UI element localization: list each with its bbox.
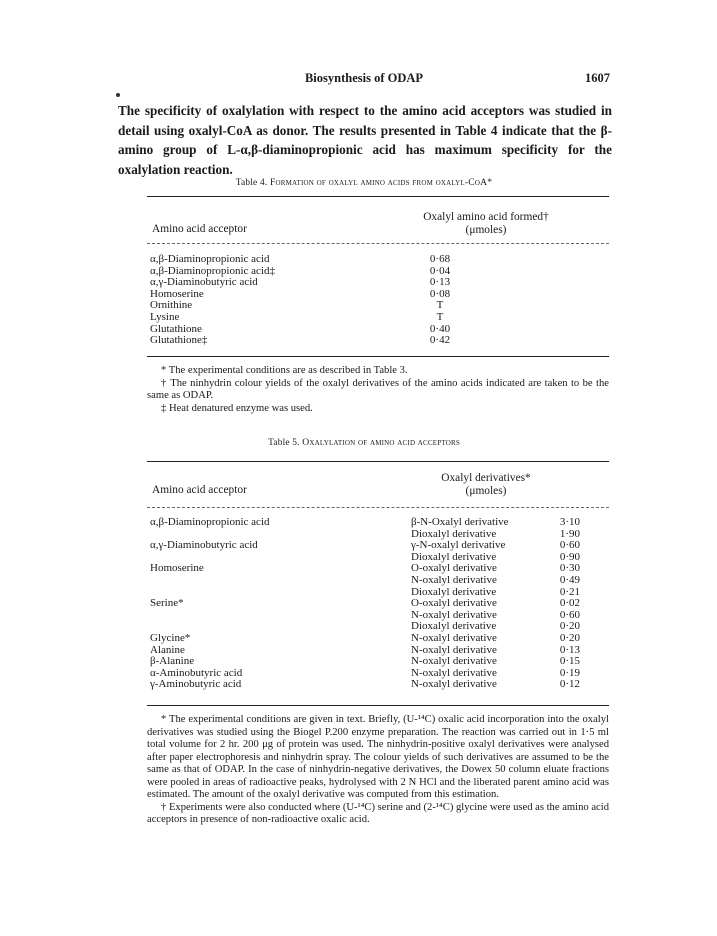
table4-acceptor-cell: Glutathione xyxy=(150,322,202,335)
table4-footnote-1: * The experimental conditions are as described in Table 3. xyxy=(161,365,408,376)
table4-col-formed-line1: Oxalyl amino acid formed† xyxy=(423,211,549,223)
stray-dot xyxy=(116,93,120,97)
table5-row xyxy=(150,645,608,657)
table5-value-cell: 0·21 xyxy=(559,585,580,598)
table5-derivative-cell: β-N-Oxalyl derivative xyxy=(411,516,509,528)
table5-footnote-1: * The experimental conditions are given in text. Briefly, (U-¹⁴C) oxalic acid incorporation into the oxalyl derivatives was studied using the Biogel P.200 enzyme preparation. The reaction was carried out in 1·5 ml total volume for 2 hr. 200 μg of protein was used. The ninhydrin-positive oxalyl derivatives were analysed after paper electrophoresis and ninhydrin spray. The colour yields of such derivatives are assumed to be the same as that of ODAP. In the case of ninhydrin-negative derivatives, the Dowex 50 column eluate fractions were pooled in areas of radioactive peaks, hydrolysed with 2 N HCl and the liberated parent amino acid was estimated. The amount of the oxalyl derivative was computed from this estimation. xyxy=(147,714,609,800)
table4-body xyxy=(150,254,608,347)
table4-footnote-3: ‡ Heat denatured enzyme was used. xyxy=(161,402,313,414)
table5-body xyxy=(150,517,608,691)
table5-acceptor-cell: β-Alanine xyxy=(150,655,195,668)
table4-acceptor-cell: Homoserine xyxy=(150,287,204,300)
table4-col-formed-line2: (μmoles) xyxy=(465,224,507,236)
table4-row xyxy=(150,289,608,301)
table5-value-cell: 0·13 xyxy=(559,643,580,656)
table4-acceptor-cell: Glutathione‡ xyxy=(150,334,208,347)
table4-title: Formation of oxalyl amino acids from oxalyl-CoA* xyxy=(269,177,493,188)
table4-row xyxy=(150,254,608,266)
table5-derivative-cell: N-oxalyl derivative xyxy=(411,573,497,586)
table4-bottom-rule xyxy=(147,356,609,357)
table4-value-cell: 0·13 xyxy=(429,276,451,289)
table4-acceptor-cell: α,γ-Diaminobutyric acid xyxy=(150,276,258,289)
table5-row xyxy=(150,540,608,552)
table4-acceptor-cell: α,β-Diaminopropionic acid xyxy=(150,253,270,265)
table5-acceptor-cell: γ-Aminobutyric acid xyxy=(150,678,242,691)
table5-header-rule xyxy=(147,507,609,508)
intro-paragraph: The specificity of oxalylation with respect to the amino acid acceptors was studied in detail using oxalyl-CoA as donor. The results presented in Table 4 indicate that the β-amino group of L-α,β-diaminopropionic acid has maximum specificity for the oxalylation reaction. xyxy=(118,103,612,177)
table5-row xyxy=(150,575,608,587)
table4-acceptor-cell: Ornithine xyxy=(150,299,193,312)
table4-caption xyxy=(118,177,610,188)
running-head xyxy=(118,71,610,89)
running-title: Biosynthesis of ODAP xyxy=(304,71,424,85)
table4-row xyxy=(150,335,608,347)
table4-value-cell: 0·40 xyxy=(429,322,451,335)
table4-col-acceptor: Amino acid acceptor xyxy=(152,223,247,235)
table5-value-cell: 0·30 xyxy=(559,562,580,575)
table5-row xyxy=(150,656,608,668)
table5-acceptor-cell: Serine* xyxy=(150,597,184,610)
table5-row xyxy=(150,621,608,633)
table5-bottom-rule xyxy=(147,705,609,706)
table4-value-cell: 0·04 xyxy=(429,264,451,277)
table5-col-derivatives xyxy=(386,472,586,498)
table4-header-rule xyxy=(147,243,609,244)
table5-derivative-cell: N-oxalyl derivative xyxy=(411,608,497,621)
table5-value-cell: 0·15 xyxy=(559,655,580,668)
table5-derivative-cell: N-oxalyl derivative xyxy=(411,655,497,668)
table5-footnotes xyxy=(147,714,609,827)
table4-value-cell: T xyxy=(436,310,444,323)
table5-derivative-cell: O-oxalyl derivative xyxy=(411,562,497,575)
table4-top-rule xyxy=(147,196,609,197)
table4-row xyxy=(150,277,608,289)
table5-derivative-cell: N-oxalyl derivative xyxy=(411,631,497,644)
table4-value-cell: T xyxy=(436,299,444,312)
table5-acceptor-cell: α,β-Diaminopropionic acid xyxy=(150,516,270,528)
table5-derivative-cell: Dioxalyl derivative xyxy=(411,550,497,563)
table5-derivative-cell: O-oxalyl derivative xyxy=(411,597,497,610)
table5-value-cell: 0·60 xyxy=(559,539,580,552)
table5-label: Table 5. xyxy=(268,438,300,448)
table5-derivative-cell: Dioxalyl derivative xyxy=(411,527,497,540)
table5-value-cell: 0·02 xyxy=(559,597,580,610)
table5-row xyxy=(150,552,608,564)
table5-derivative-cell: Dioxalyl derivative xyxy=(411,620,497,633)
table5-value-cell: 0·20 xyxy=(559,631,580,644)
table5-derivative-cell: Dioxalyl derivative xyxy=(411,585,497,598)
table5-derivative-cell: N-oxalyl derivative xyxy=(411,666,497,679)
table5-col-derivatives-line1: Oxalyl derivatives* xyxy=(441,472,531,484)
table4-label: Table 4. xyxy=(235,178,268,188)
table5-row xyxy=(150,587,608,599)
table4-value-cell: 0·08 xyxy=(429,287,451,300)
table5-derivative-cell: γ-N-oxalyl derivative xyxy=(411,539,506,552)
table5-acceptor-cell: Glycine* xyxy=(150,631,191,644)
table5-row xyxy=(150,633,608,645)
page-number: 1607 xyxy=(585,71,610,85)
table5-row xyxy=(150,517,608,529)
table5-value-cell: 1·90 xyxy=(559,527,580,540)
table5-acceptor-cell: Alanine xyxy=(150,643,185,656)
table5-value-cell: 0·49 xyxy=(559,573,580,586)
table5-derivative-cell: N-oxalyl derivative xyxy=(411,678,497,691)
table4-row xyxy=(150,324,608,336)
table4-value-cell: 0·42 xyxy=(429,334,451,347)
table5-footnote-2: † Experiments were also conducted where (U-¹⁴C) serine and (2-¹⁴C) glycine were used as the amino acid acceptors in presence of non-radioactive oxalic acid. xyxy=(147,801,609,825)
table4-footnotes xyxy=(147,365,609,415)
table5-caption xyxy=(118,437,610,448)
table4-value-cell: 0·68 xyxy=(429,253,451,265)
table5-col-derivatives-line2: (μmoles) xyxy=(465,485,507,497)
table4-row xyxy=(150,300,608,312)
table5-value-cell: 3·10 xyxy=(559,516,580,528)
table5-row xyxy=(150,563,608,575)
table4-col-formed xyxy=(386,211,586,237)
table5-acceptor-cell: α-Aminobutyric acid xyxy=(150,666,243,679)
table5-value-cell: 0·19 xyxy=(559,666,580,679)
table5-row xyxy=(150,610,608,622)
table4-row xyxy=(150,312,608,324)
table5-acceptor-cell: α,γ-Diaminobutyric acid xyxy=(150,539,258,552)
table4-footnote-2: † The ninhydrin colour yields of the oxalyl derivatives of the amino acids indicated are taken to be the same as ODAP. xyxy=(147,377,609,401)
table5-top-rule xyxy=(147,461,609,462)
table5-value-cell: 0·20 xyxy=(559,620,580,633)
table5-value-cell: 0·90 xyxy=(559,550,580,563)
table4-acceptor-cell: α,β-Diaminopropionic acid‡ xyxy=(150,264,275,277)
table5-value-cell: 0·60 xyxy=(559,608,580,621)
table5-acceptor-cell: Homoserine xyxy=(150,562,204,575)
table5-col-acceptor: Amino acid acceptor xyxy=(152,484,247,496)
table5-row xyxy=(150,598,608,610)
table4-acceptor-cell: Lysine xyxy=(150,310,180,323)
table5-row xyxy=(150,679,608,691)
table5-value-cell: 0·12 xyxy=(559,678,580,691)
table5-derivative-cell: N-oxalyl derivative xyxy=(411,643,497,656)
table5-title: Oxalylation of amino acid acceptors xyxy=(302,437,460,448)
